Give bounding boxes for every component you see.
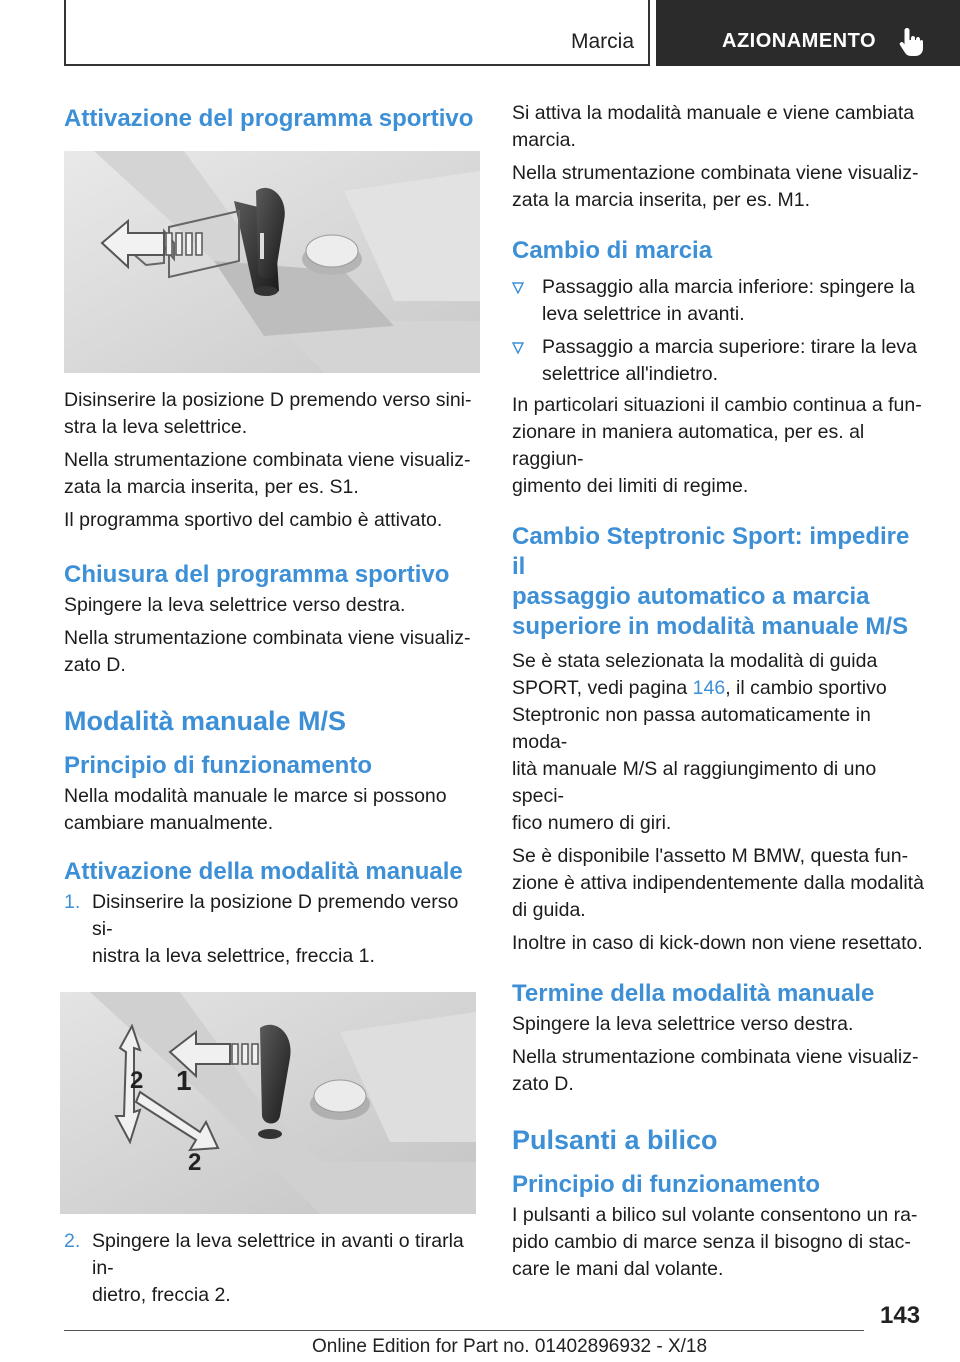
paragraph-spingere-destra-2: Spingere la leva selettrice verso destra. [512, 1013, 854, 1035]
heading-steptronic-sport: Cambio Steptronic Sport: impedire il passaggio automatico a marcia superiore in modalità manuale M/S [512, 523, 910, 640]
paragraph-spingere-destra-1: Spingere la leva selettrice verso destra. [64, 594, 406, 616]
heading-principio-funzionamento-1: Principio di funzionamento [64, 752, 372, 779]
bullet-marcia-superiore: Passaggio a marcia superiore: tirare la leva selettrice all'indietro. [512, 334, 928, 388]
header-section-box [64, 0, 650, 66]
paragraph-strumentazione-2: Nella strumentazione combinata viene visualiz- zato D. [64, 627, 471, 676]
triangle-bullet-icon [512, 342, 524, 354]
step-2-number: 2. [64, 1230, 81, 1252]
arrow-label-1: 1 [176, 1065, 192, 1096]
paragraph-pulsanti-volante: I pulsanti a bilico sul volante consentono un ra- pido cambio di marce senza il bisogno di stac- care le mani dal volante. [512, 1204, 918, 1280]
heading-attivazione-programma-sportivo: Attivazione del programma sportivo [64, 105, 474, 132]
paragraph-situazioni-particolari: In particolari situazioni il cambio continua a fun- zionare in maniera automatica, per es. al raggiun- gimento dei limiti di regime. [512, 394, 922, 497]
heading-pulsanti-a-bilico: Pulsanti a bilico [512, 1125, 718, 1155]
arrow-label-2-bottom: 2 [188, 1149, 202, 1176]
heading-termine-modalita-manuale: Termine della modalità manuale [512, 980, 875, 1007]
footer-edition: Online Edition for Part no. 01402896932 - X/18 [312, 1336, 708, 1357]
paragraph-modalita-attiva: Si attiva la modalità manuale e viene cambiata marcia. [512, 102, 915, 151]
hand-pointer-icon [898, 26, 924, 58]
paragraph-kick-down: Inoltre in caso di kick-down non viene resettato. [512, 932, 923, 954]
step-1: 1. Disinserire la posizione D premendo verso si- nistra la leva selettrice, freccia 1. [64, 891, 459, 967]
gear-selector-arrows-illustration [60, 992, 476, 1214]
footer-divider [64, 1330, 864, 1331]
paragraph-programma-attivato: Il programma sportivo del cambio è attivato. [64, 509, 443, 531]
paragraph-assetto-m: Se è disponibile l'assetto M BMW, questa fun- zione è attiva indipendentemente dalla modalità di guida. [512, 845, 924, 921]
gear-selector-illustration [64, 151, 480, 373]
bullet-marcia-inferiore: Passaggio alla marcia inferiore: spingere la leva selettrice in avanti. [512, 274, 928, 328]
page-number: 143 [880, 1302, 921, 1329]
triangle-bullet-icon [512, 282, 524, 294]
left-column [64, 100, 480, 1309]
figure-gear-selector-sport [64, 151, 480, 373]
step-1-number: 1. [64, 891, 81, 913]
header-chapter-title: AZIONAMENTO [722, 30, 877, 52]
header-chapter-tab [656, 0, 960, 66]
step-2: 2. Spingere la leva selettrice in avanti o tirarla in- dietro, freccia 2. [64, 1230, 464, 1306]
heading-cambio-di-marcia: Cambio di marcia [512, 237, 713, 264]
heading-modalita-manuale: Modalità manuale M/S [64, 706, 347, 736]
paragraph-strumentazione-3: Nella strumentazione combinata viene visualiz- zata la marcia inserita, per es. M1. [512, 162, 919, 211]
heading-attivazione-modalita-manuale: Attivazione della modalità manuale [64, 858, 463, 885]
header-section-title: Marcia [570, 30, 634, 53]
paragraph-strumentazione-1: Nella strumentazione combinata viene visualiz- zata la marcia inserita, per es. S1. [64, 449, 471, 498]
paragraph-strumentazione-4: Nella strumentazione combinata viene visualiz- zato D. [512, 1046, 919, 1095]
paragraph-disinserire-1: Disinserire la posizione D premendo verso sini- stra la leva selettrice. [64, 389, 472, 438]
right-column [512, 100, 928, 1283]
arrow-label-2-top: 2 [130, 1067, 144, 1094]
figure-gear-selector-manual [60, 992, 476, 1214]
page-link-146[interactable]: 146 [692, 677, 726, 699]
heading-principio-funzionamento-2: Principio di funzionamento [512, 1171, 820, 1198]
paragraph-marce-manualmente: Nella modalità manuale le marce si possono cambiare manualmente. [64, 785, 447, 834]
paragraph-modalita-sport: Se è stata selezionata la modalità di guida SPORT, vedi pagina 146, il cambio sportivo Steptronic non passa automaticamente in moda- lità manuale M/S al raggiungimento di uno speci- fico numero di giri. [512, 650, 887, 834]
heading-chiusura-programma-sportivo: Chiusura del programma sportivo [64, 561, 450, 588]
